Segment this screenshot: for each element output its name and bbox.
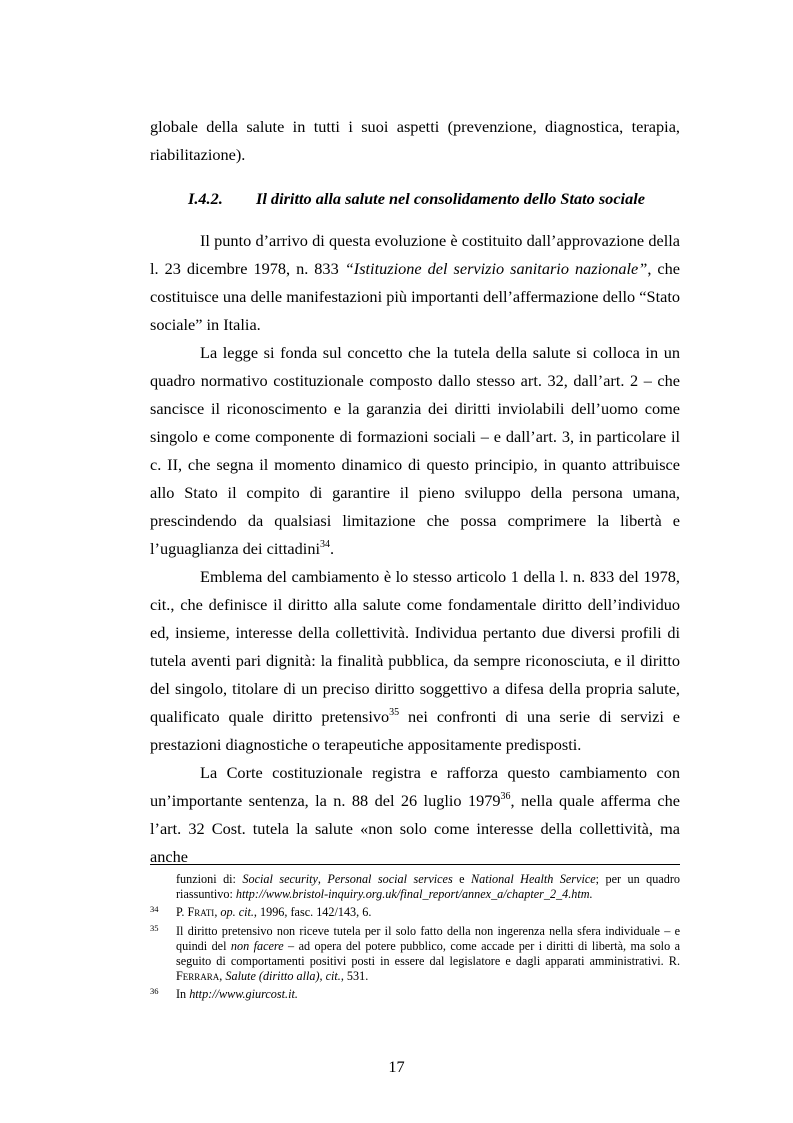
footnote-ref-35[interactable]: 35 [389, 706, 400, 718]
footnote-ref-34[interactable]: 34 [319, 538, 330, 550]
body-text-top [150, 113, 680, 169]
fn34-text-end: , 1996, fasc. 142/143, 6. [253, 905, 372, 920]
paragraph-2 [150, 339, 680, 563]
footnote-mark-36: 36 [150, 986, 159, 997]
fn35-text-mid: – ad opera del potere pubblico, come accade per i diritti di libertà, ma solo a seguito di comportamenti positivi posti in essere dal legislatore e dagli apparati amministrativi. R. [176, 938, 681, 969]
footnote-35 [150, 924, 680, 985]
fn-cont-term: Personal social services [327, 872, 453, 886]
footnotes [150, 872, 680, 1003]
fn35-term: non facere [230, 938, 284, 953]
paragraph-2-text-end: . [329, 539, 335, 558]
footnote-continuation [150, 872, 680, 902]
fn34-opcit: op. cit. [220, 905, 254, 920]
fn36-text: In [176, 987, 190, 1002]
page-number: 17 [388, 1057, 405, 1076]
section-title: Il diritto alla salute nel consolidamento dello Stato sociale [256, 189, 645, 208]
fn35-sep: , [219, 969, 226, 984]
fn34-sep: , [214, 905, 221, 920]
paragraph-4-text-end: , nella quale afferma che l’art. 32 Cost. tutela la salute «non solo come interesse della collettività, ma anche [150, 791, 680, 866]
footnote-mark-35: 35 [150, 922, 159, 933]
paragraph-4-text: La Corte costituzionale registra e rafforza questo cambiamento con un’importante sentenza, la n. 88 del 26 luglio 1979 [150, 763, 680, 810]
footnote-34 [150, 905, 680, 920]
footnote-separator [150, 864, 680, 865]
footnote-36 [150, 987, 680, 1002]
footnote-mark-34: 34 [150, 904, 159, 915]
fn35-author: Ferrara [176, 969, 220, 984]
fn-cont-sep: e [452, 872, 472, 886]
footnote-ref-36[interactable]: 36 [500, 790, 511, 802]
fn-cont-url-link[interactable]: http://www.bristol-inquiry.org.uk/final_report/annex_a/chapter_2_4.htm. [235, 887, 593, 902]
fn34-author: Frati [187, 905, 215, 920]
fn34-text: P. [176, 905, 188, 920]
fn-cont-term: Social security [242, 872, 318, 886]
law-title: “Istituzione del servizio sanitario nazionale” [344, 259, 648, 278]
paragraph-3 [150, 563, 680, 759]
section-heading [188, 189, 645, 209]
continued-paragraph: globale della salute in tutti i suoi aspetti (prevenzione, diagnostica, terapia, riabilitazione). [150, 117, 680, 164]
paragraph-3-text-end: nei confronti di una serie di servizi e prestazioni diagnostiche o terapeutiche appositamente predisposti. [150, 707, 681, 754]
fn-cont-term: National Health Service [471, 872, 596, 886]
paragraph-1 [150, 227, 680, 339]
fn-cont-sep: , [317, 872, 328, 886]
paragraph-2-text: La legge si fonda sul concetto che la tutela della salute si colloca in un quadro normativo costituzionale composto dallo stesso art. 32, dall’art. 2 – che sancisce il riconoscimento e la garanzia dei diritti inviolabili dell’uomo come singolo e come componente di formazioni sociali – e dall’art. 3, in particolare il c. II, che segna il momento dinamico di questo principio, in quanto attribuisce allo Stato il compito di garantire il pieno sviluppo della persona umana, prescindendo da qualsiasi limitazione che possa comprimere la libertà e l’uguaglianza dei cittadini [150, 343, 680, 558]
section-number: I.4.2. [188, 189, 223, 208]
fn36-url-link[interactable]: http://www.giurcost.it. [189, 987, 298, 1002]
paragraph-4 [150, 759, 680, 871]
body-text-main [150, 227, 680, 871]
fn35-text-end: , 531. [340, 969, 369, 984]
fn-cont-text: funzioni di: [176, 872, 243, 886]
fn35-work: Salute (diritto alla), cit. [225, 969, 341, 984]
paragraph-1-text: Il punto d’arrivo di questa evoluzione è costituito dall’approvazione della l. 23 dicembre 1978, n. 833 [150, 231, 680, 278]
paragraph-1-text-end: , che costituisce una delle manifestazioni più importanti dell’affermazione dello “Stato sociale” in Italia. [150, 259, 680, 334]
fn35-text: Il diritto pretensivo non riceve tutela per il solo fatto della non ingerenza nella sfera individuale – e quindi del [176, 923, 680, 953]
fn-cont-text: ; per un quadro riassuntivo: [176, 872, 681, 902]
paragraph-3-text: Emblema del cambiamento è lo stesso articolo 1 della l. n. 833 del 1978, cit., che definisce il diritto alla salute come fondamentale diritto dell’individuo ed, insieme, interesse della collettività. Individua pertanto due diversi profili di tutela aventi pari dignità: la finalità pubblica, da sempre riconosciuta, e il diritto del singolo, titolare di un preciso diritto soggettivo a difesa della propria salute, qualificato quale diritto pretensivo [150, 567, 680, 726]
